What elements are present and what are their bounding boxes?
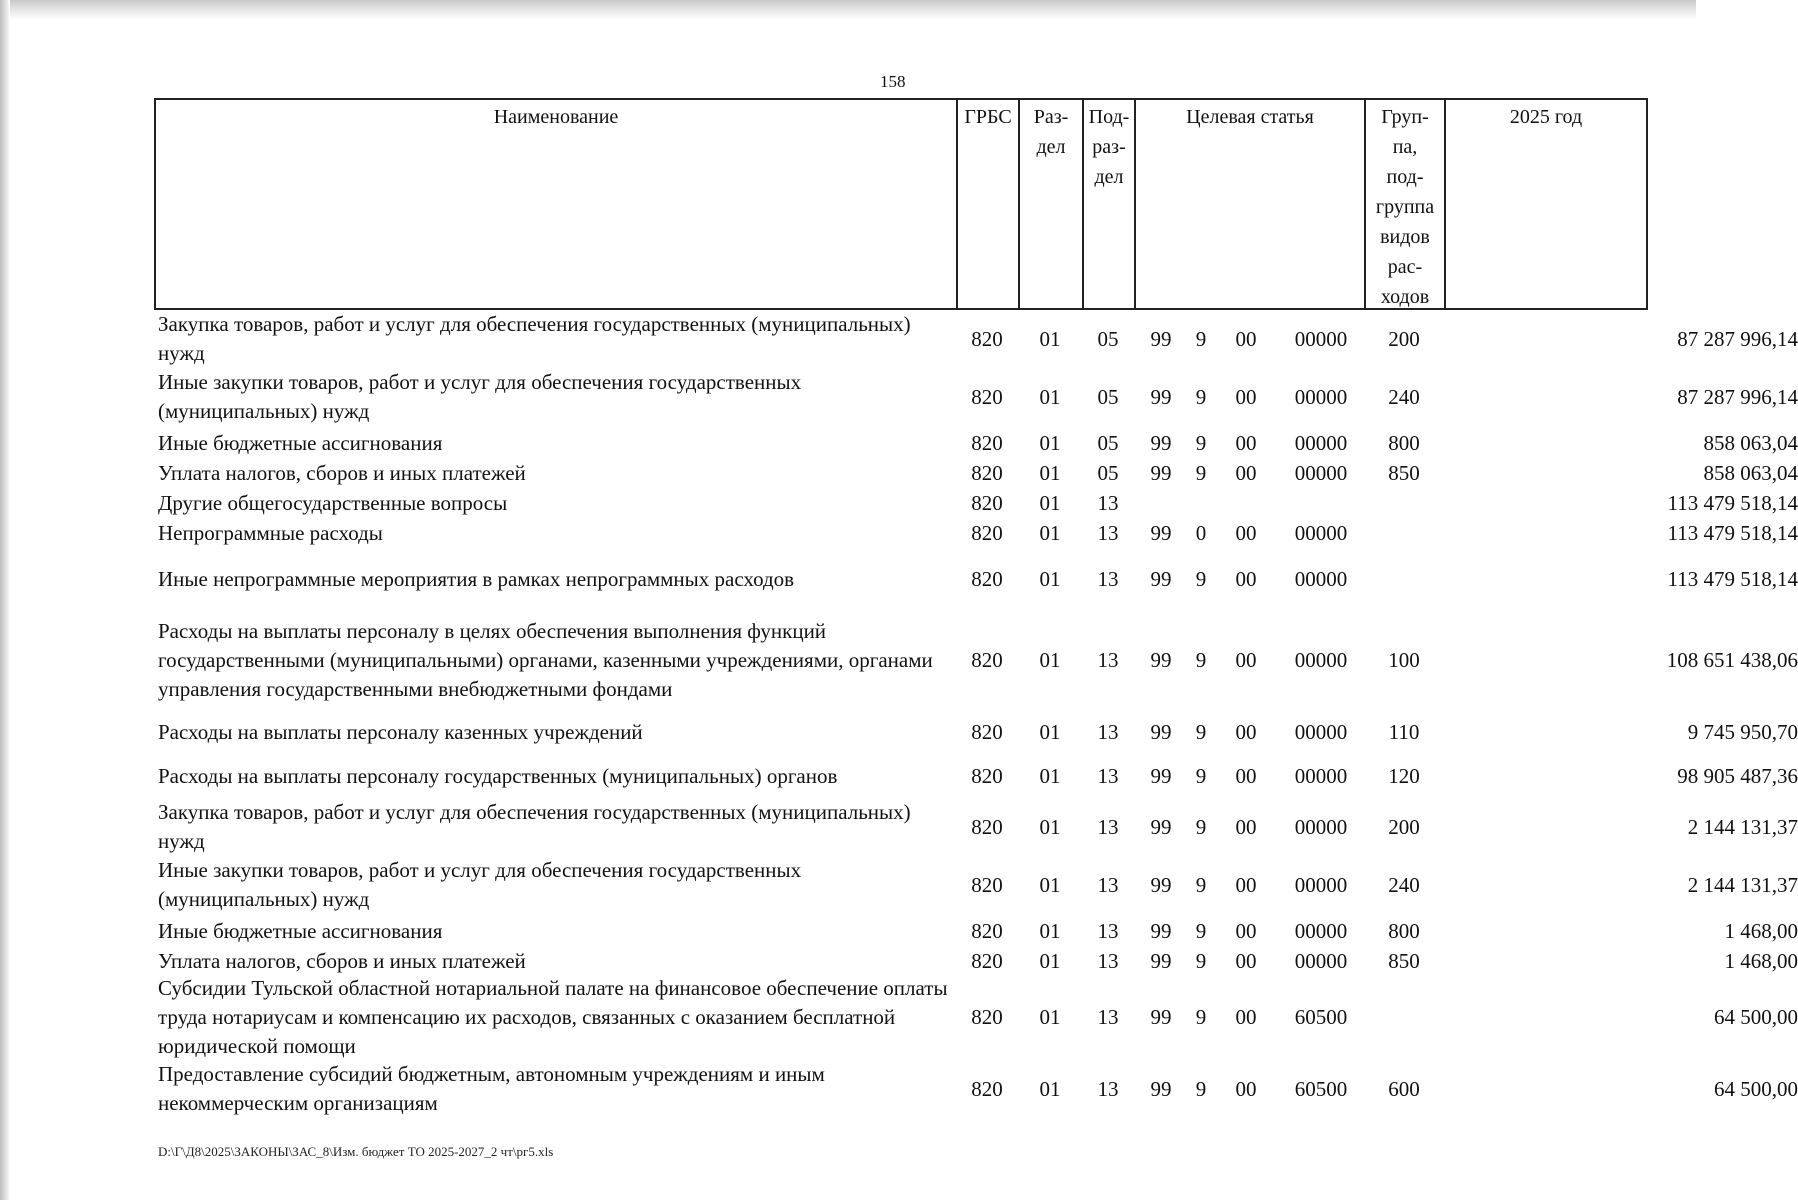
table-row	[154, 458, 1798, 488]
row-amount: 858 063,04	[1703, 430, 1798, 455]
row-t1: 99	[1150, 918, 1172, 943]
row-grbs: 820	[971, 1004, 1003, 1029]
row-rz: 01	[1039, 719, 1061, 744]
row-rz: 01	[1039, 814, 1061, 839]
row-name: Иные закупки товаров, работ и услуг для обеспечения государственных (муниципальных) нужд	[158, 370, 802, 423]
row-vr: 240	[1388, 384, 1420, 409]
row-t3: 00	[1235, 872, 1257, 897]
scan-shadow-top	[0, 0, 1696, 20]
row-grbs: 820	[971, 490, 1003, 515]
row-pr: 13	[1097, 719, 1119, 744]
row-pr: 13	[1097, 520, 1119, 545]
row-t4: 00000	[1294, 566, 1348, 591]
row-grbs: 820	[971, 719, 1003, 744]
row-t4: 00000	[1294, 460, 1348, 485]
row-t4: 00000	[1294, 872, 1348, 897]
row-amount: 2 144 131,37	[1687, 814, 1798, 839]
header-razdel: Раз- дел	[1020, 100, 1084, 308]
row-amount: 64 500,00	[1714, 1076, 1798, 1101]
row-vr: 200	[1388, 326, 1420, 351]
header-group: Груп- па, под- группа видов рас- ходов	[1366, 100, 1446, 308]
row-pr: 05	[1097, 326, 1119, 351]
row-t3: 00	[1235, 1004, 1257, 1029]
row-t2: 9	[1195, 1004, 1207, 1029]
table-row	[154, 916, 1798, 946]
row-name: Расходы на выплаты персоналу казенных учреждений	[158, 719, 643, 744]
row-t3: 00	[1235, 647, 1257, 672]
row-t4: 00000	[1294, 326, 1348, 351]
row-name: Иные закупки товаров, работ и услуг для обеспечения государственных (муниципальных) нужд	[158, 858, 802, 911]
row-t1: 99	[1150, 719, 1172, 744]
table-row	[154, 798, 1798, 856]
row-rz: 01	[1039, 763, 1061, 788]
row-grbs: 820	[971, 384, 1003, 409]
row-rz: 01	[1039, 326, 1061, 351]
table-row	[154, 428, 1798, 458]
row-pr: 13	[1097, 490, 1119, 515]
table-row	[154, 610, 1798, 710]
row-rz: 01	[1039, 384, 1061, 409]
row-pr: 13	[1097, 918, 1119, 943]
row-amount: 98 905 487,36	[1677, 763, 1798, 788]
row-pr: 13	[1097, 1004, 1119, 1029]
row-amount: 2 144 131,37	[1687, 872, 1798, 897]
row-t2: 9	[1195, 948, 1207, 973]
table-row	[154, 856, 1798, 914]
row-grbs: 820	[971, 460, 1003, 485]
row-t3: 00	[1235, 814, 1257, 839]
page-number: 158	[880, 72, 906, 91]
row-vr: 800	[1388, 430, 1420, 455]
row-pr: 13	[1097, 763, 1119, 788]
table-row	[154, 488, 1798, 518]
row-pr: 13	[1097, 814, 1119, 839]
header-name: Наименование	[156, 100, 958, 308]
row-pr: 13	[1097, 872, 1119, 897]
row-name: Иные бюджетные ассигнования	[158, 918, 443, 943]
row-grbs: 820	[971, 763, 1003, 788]
row-vr: 120	[1388, 763, 1420, 788]
header-target: Целевая статья	[1136, 100, 1366, 308]
row-name: Уплата налогов, сборов и иных платежей	[158, 460, 526, 485]
row-pr: 05	[1097, 384, 1119, 409]
row-name: Иные бюджетные ассигнования	[158, 430, 443, 455]
row-t2: 9	[1195, 763, 1207, 788]
row-t1: 99	[1150, 647, 1172, 672]
header-podrazdel: Под- раз- дел	[1084, 100, 1136, 308]
scan-shadow-left	[0, 0, 10, 1200]
row-t4: 00000	[1294, 814, 1348, 839]
row-rz: 01	[1039, 520, 1061, 545]
row-t4: 00000	[1294, 430, 1348, 455]
row-t2: 9	[1195, 814, 1207, 839]
row-t1: 99	[1150, 1076, 1172, 1101]
row-t3: 00	[1235, 1076, 1257, 1101]
row-rz: 01	[1039, 948, 1061, 973]
row-t3: 00	[1235, 326, 1257, 351]
row-t4: 00000	[1294, 384, 1348, 409]
row-t4: 00000	[1294, 520, 1348, 545]
row-amount: 1 468,00	[1724, 948, 1798, 973]
row-rz: 01	[1039, 490, 1061, 515]
row-amount: 87 287 996,14	[1677, 384, 1798, 409]
row-rz: 01	[1039, 1004, 1061, 1029]
row-t4: 60500	[1294, 1076, 1348, 1101]
row-amount: 64 500,00	[1714, 1004, 1798, 1029]
row-vr: 110	[1388, 719, 1420, 744]
table-row	[154, 550, 1798, 608]
row-grbs: 820	[971, 872, 1003, 897]
row-grbs: 820	[971, 520, 1003, 545]
row-t3: 00	[1235, 948, 1257, 973]
row-t1: 99	[1150, 566, 1172, 591]
row-t2: 9	[1195, 719, 1207, 744]
row-vr	[1366, 550, 1442, 608]
row-t1: 99	[1150, 430, 1172, 455]
row-rz: 01	[1039, 566, 1061, 591]
row-t3: 00	[1235, 918, 1257, 943]
row-amount: 9 745 950,70	[1687, 719, 1798, 744]
header-year: 2025 год	[1509, 106, 1583, 128]
row-t4: 00000	[1294, 948, 1348, 973]
row-name: Другие общегосударственные вопросы	[158, 490, 508, 515]
row-t1: 99	[1150, 814, 1172, 839]
table-row	[154, 368, 1798, 426]
row-pr: 13	[1097, 1076, 1119, 1101]
row-t2: 9	[1195, 460, 1207, 485]
row-t1: 99	[1150, 460, 1172, 485]
row-name: Закупка товаров, работ и услуг для обеспечения государственных (муниципальных) нужд	[158, 312, 911, 365]
row-t3: 00	[1235, 566, 1257, 591]
row-t4: 00000	[1294, 763, 1348, 788]
row-t2: 9	[1195, 647, 1207, 672]
row-amount: 87 287 996,14	[1677, 326, 1798, 351]
row-grbs: 820	[971, 566, 1003, 591]
row-t4: 00000	[1294, 719, 1348, 744]
row-vr: 850	[1388, 948, 1420, 973]
row-vr: 100	[1388, 647, 1420, 672]
row-vr	[1366, 976, 1442, 1058]
table-row	[154, 756, 1798, 796]
row-vr: 240	[1388, 872, 1420, 897]
row-t4: 60500	[1294, 1004, 1348, 1029]
row-pr: 05	[1097, 430, 1119, 455]
row-t2	[1186, 488, 1216, 518]
row-grbs: 820	[971, 948, 1003, 973]
row-rz: 01	[1039, 460, 1061, 485]
row-vr: 800	[1388, 918, 1420, 943]
row-rz: 01	[1039, 430, 1061, 455]
row-t1: 99	[1150, 872, 1172, 897]
row-name: Непрограммные расходы	[158, 520, 383, 545]
row-t3: 00	[1235, 520, 1257, 545]
row-t3: 00	[1235, 460, 1257, 485]
row-t3	[1216, 488, 1276, 518]
row-name: Уплата налогов, сборов и иных платежей	[158, 948, 526, 973]
row-t1: 99	[1150, 326, 1172, 351]
file-path: D:\Г\Д8\2025\ЗАКОНЫ\ЗАС_8\Изм. бюджет ТО 2025-2027_2 чт\рг5.xls	[158, 1144, 554, 1159]
row-amount: 113 479 518,14	[1667, 566, 1798, 591]
row-rz: 01	[1039, 1076, 1061, 1101]
row-t2: 9	[1195, 430, 1207, 455]
row-t3: 00	[1235, 430, 1257, 455]
row-vr	[1366, 488, 1442, 518]
table-row	[154, 712, 1798, 752]
row-pr: 05	[1097, 460, 1119, 485]
row-amount: 108 651 438,06	[1666, 647, 1798, 672]
row-t4: 00000	[1294, 918, 1348, 943]
row-name: Расходы на выплаты персоналу в целях обеспечения выполнения функций государственными (муниципальными) органами, казенными учреждениями, органами управления государственными внебюджетными фондами	[158, 618, 933, 701]
row-vr: 850	[1388, 460, 1420, 485]
row-t1: 99	[1150, 1004, 1172, 1029]
row-t2: 9	[1195, 566, 1207, 591]
row-t3: 00	[1235, 719, 1257, 744]
row-t2: 9	[1195, 918, 1207, 943]
row-amount: 113 479 518,14	[1667, 490, 1798, 515]
row-name: Закупка товаров, работ и услуг для обеспечения государственных (муниципальных) нужд	[158, 800, 911, 853]
table-row	[154, 975, 1798, 1058]
table-row	[154, 946, 1798, 976]
row-t2: 9	[1195, 872, 1207, 897]
row-t1: 99	[1150, 763, 1172, 788]
row-rz: 01	[1039, 647, 1061, 672]
row-t4	[1276, 488, 1366, 518]
row-grbs: 820	[971, 918, 1003, 943]
row-t1	[1136, 488, 1186, 518]
row-vr: 600	[1388, 1076, 1420, 1101]
row-t2: 0	[1195, 520, 1207, 545]
row-name: Расходы на выплаты персоналу государственных (муниципальных) органов	[158, 763, 838, 788]
table-header	[154, 98, 1648, 310]
row-pr: 13	[1097, 566, 1119, 591]
row-grbs: 820	[971, 1076, 1003, 1101]
row-grbs: 820	[971, 430, 1003, 455]
row-vr: 200	[1388, 814, 1420, 839]
row-amount: 1 468,00	[1724, 918, 1798, 943]
table-row	[154, 518, 1798, 548]
row-t1: 99	[1150, 520, 1172, 545]
row-rz: 01	[1039, 918, 1061, 943]
row-t2: 9	[1195, 326, 1207, 351]
row-t3: 00	[1235, 763, 1257, 788]
row-grbs: 820	[971, 326, 1003, 351]
row-t2: 9	[1195, 384, 1207, 409]
row-t4: 00000	[1294, 647, 1348, 672]
row-pr: 13	[1097, 647, 1119, 672]
row-t1: 99	[1150, 948, 1172, 973]
row-grbs: 820	[971, 814, 1003, 839]
row-rz: 01	[1039, 872, 1061, 897]
row-amount: 113 479 518,14	[1667, 520, 1798, 545]
row-t1: 99	[1150, 384, 1172, 409]
table-row	[154, 310, 1798, 368]
row-t2: 9	[1195, 1076, 1207, 1101]
row-grbs: 820	[971, 647, 1003, 672]
row-amount: 858 063,04	[1703, 460, 1798, 485]
row-name: Иные непрограммные мероприятия в рамках непрограммных расходов	[158, 566, 795, 591]
table-row	[154, 1060, 1798, 1118]
row-name: Предоставление субсидий бюджетным, автономным учреждениям и иным некоммерческим организациям	[158, 1062, 825, 1115]
row-pr: 13	[1097, 948, 1119, 973]
row-vr	[1366, 518, 1442, 548]
row-t3: 00	[1235, 384, 1257, 409]
header-grbs: ГРБС	[958, 100, 1020, 308]
row-name: Субсидии Тульской областной нотариальной палате на финансовое обеспечение оплаты труда нотариусам и компенсацию их расходов, связанных с оказанием бесплатной юридической помощи	[158, 975, 948, 1058]
